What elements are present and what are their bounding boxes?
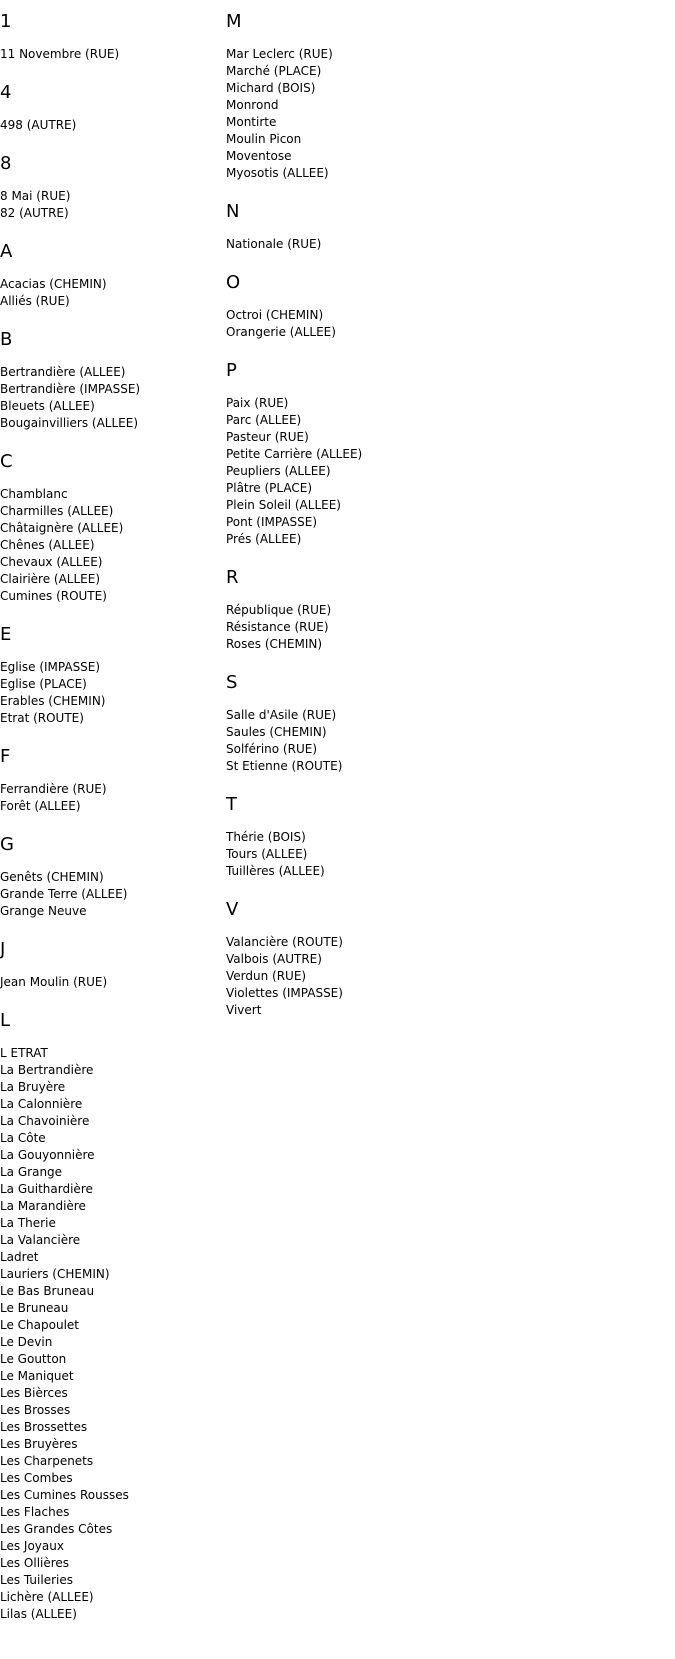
- street-list-item: [0, 1079, 220, 1096]
- street-link[interactable]: Montirte: [226, 115, 277, 129]
- street-link[interactable]: Les Cumines Rousses: [0, 1488, 129, 1502]
- street-link[interactable]: Cumines (ROUTE): [0, 589, 107, 603]
- street-list-item: [226, 636, 466, 653]
- letter-heading: F: [0, 746, 11, 767]
- street-list: [0, 46, 220, 63]
- street-list-item: [0, 364, 220, 381]
- street-list-item: [0, 46, 220, 63]
- street-list-item: [0, 1470, 220, 1487]
- letter-heading: M: [226, 11, 242, 32]
- letter-group-m: [226, 10, 466, 182]
- street-list-item: [0, 554, 220, 571]
- street-list-item: [0, 571, 220, 588]
- letter-group-r: [226, 566, 466, 653]
- street-link[interactable]: Bertrandière (ALLEE): [0, 365, 126, 379]
- street-list-item: [0, 415, 220, 432]
- street-list-item: [0, 1334, 220, 1351]
- street-link[interactable]: Les Brossettes: [0, 1420, 88, 1434]
- street-list-item: [0, 1402, 220, 1419]
- street-list: [226, 934, 466, 1019]
- street-link[interactable]: Les Flaches: [0, 1505, 70, 1519]
- letter-group-a: [0, 240, 220, 310]
- street-link[interactable]: Bougainvilliers (ALLEE): [0, 416, 139, 430]
- street-link[interactable]: Vivert: [226, 1003, 262, 1017]
- street-link[interactable]: Etrat (ROUTE): [0, 711, 84, 725]
- street-list: [0, 486, 220, 605]
- street-list: [0, 188, 220, 222]
- letter-heading: O: [226, 272, 241, 293]
- street-link[interactable]: La Chavoinière: [0, 1114, 90, 1128]
- street-list: [0, 869, 220, 920]
- street-link[interactable]: Lilas (ALLEE): [0, 1607, 77, 1621]
- street-link[interactable]: Les Combes: [0, 1471, 73, 1485]
- letter-heading: J: [0, 939, 6, 960]
- street-list-item: [0, 676, 220, 693]
- street-list-item: [0, 293, 220, 310]
- street-list-item: [0, 1045, 220, 1062]
- street-link[interactable]: Myosotis (ALLEE): [226, 166, 329, 180]
- street-link[interactable]: Le Chapoulet: [0, 1318, 79, 1332]
- street-link[interactable]: Peupliers (ALLEE): [226, 464, 331, 478]
- street-list-item: [226, 412, 466, 429]
- street-list-item: [0, 1385, 220, 1402]
- street-list: [226, 395, 466, 548]
- street-list: [226, 46, 466, 182]
- street-link[interactable]: Violettes (IMPASSE): [226, 986, 343, 1000]
- street-link[interactable]: Genêts (CHEMIN): [0, 870, 104, 884]
- street-list-item: [0, 1555, 220, 1572]
- street-list-item: [0, 276, 220, 293]
- street-link[interactable]: Moventose: [226, 149, 292, 163]
- street-link[interactable]: Octroi (CHEMIN): [226, 308, 324, 322]
- street-list: [0, 974, 220, 991]
- street-list-item: [0, 537, 220, 554]
- street-link[interactable]: La Calonnière: [0, 1097, 83, 1111]
- street-list-item: [226, 63, 466, 80]
- street-link[interactable]: Solférino (RUE): [226, 742, 317, 756]
- street-link[interactable]: Nationale (RUE): [226, 237, 322, 251]
- street-link[interactable]: Eglise (PLACE): [0, 677, 87, 691]
- letter-heading: T: [226, 794, 237, 815]
- street-list-item: [0, 1113, 220, 1130]
- street-list-item: [0, 117, 220, 134]
- street-list: [226, 829, 466, 880]
- street-list: [0, 117, 220, 134]
- street-link[interactable]: L ETRAT: [0, 1046, 48, 1060]
- street-link[interactable]: St Etienne (ROUTE): [226, 759, 343, 773]
- street-list-item: [226, 619, 466, 636]
- letter-heading: P: [226, 360, 237, 381]
- street-list-item: [226, 446, 466, 463]
- street-link[interactable]: Ladret: [0, 1250, 39, 1264]
- letter-heading: 1: [0, 11, 12, 32]
- street-list-item: [0, 869, 220, 886]
- street-link[interactable]: Saules (CHEMIN): [226, 725, 327, 739]
- street-link[interactable]: La Gouyonnière: [0, 1148, 95, 1162]
- street-list-item: [226, 1002, 466, 1019]
- street-link[interactable]: Verdun (RUE): [226, 969, 307, 983]
- street-link[interactable]: Les Ollières: [0, 1556, 70, 1570]
- street-list-item: [0, 205, 220, 222]
- street-link[interactable]: La Bertrandière: [0, 1063, 94, 1077]
- street-list: [0, 276, 220, 310]
- street-link[interactable]: Lichère (ALLEE): [0, 1590, 94, 1604]
- street-link[interactable]: Les Joyaux: [0, 1539, 64, 1553]
- street-list-item: [0, 503, 220, 520]
- street-link[interactable]: Grande Terre (ALLEE): [0, 887, 128, 901]
- street-link[interactable]: Prés (ALLEE): [226, 532, 302, 546]
- street-link[interactable]: La Valancière: [0, 1233, 81, 1247]
- street-list-item: [0, 1436, 220, 1453]
- street-link[interactable]: Plein Soleil (ALLEE): [226, 498, 341, 512]
- street-link[interactable]: Lauriers (CHEMIN): [0, 1267, 110, 1281]
- street-list-item: [0, 1266, 220, 1283]
- street-list: [0, 781, 220, 815]
- street-link[interactable]: Clairière (ALLEE): [0, 572, 101, 586]
- letter-heading: G: [0, 834, 14, 855]
- street-link[interactable]: Petite Carrière (ALLEE): [226, 447, 363, 461]
- street-list-item: [226, 846, 466, 863]
- street-link[interactable]: La Marandière: [0, 1199, 86, 1213]
- street-link[interactable]: Les Grandes Côtes: [0, 1522, 113, 1536]
- street-link[interactable]: Le Devin: [0, 1335, 53, 1349]
- street-link[interactable]: Bertrandière (IMPASSE): [0, 382, 141, 396]
- street-link[interactable]: 11 Novembre (RUE): [0, 47, 120, 61]
- street-list-item: [0, 903, 220, 920]
- street-index-column-right: [226, 10, 466, 1037]
- street-list-item: [0, 781, 220, 798]
- street-list-item: [0, 1249, 220, 1266]
- street-list-item: [226, 951, 466, 968]
- street-link[interactable]: Le Bruneau: [0, 1301, 69, 1315]
- street-list: [226, 707, 466, 775]
- street-list-item: [0, 1130, 220, 1147]
- street-list-item: [0, 1096, 220, 1113]
- street-list-item: [0, 974, 220, 991]
- letter-group-1: [0, 10, 220, 63]
- street-link[interactable]: Les Brosses: [0, 1403, 71, 1417]
- street-link[interactable]: Parc (ALLEE): [226, 413, 302, 427]
- letter-heading: 8: [0, 153, 12, 174]
- street-list-item: [0, 1198, 220, 1215]
- street-list-item: [226, 97, 466, 114]
- street-link[interactable]: Valbois (AUTRE): [226, 952, 322, 966]
- street-link[interactable]: Pasteur (RUE): [226, 430, 309, 444]
- street-link[interactable]: Charmilles (ALLEE): [0, 504, 114, 518]
- street-list-item: [0, 1368, 220, 1385]
- street-list-item: [0, 798, 220, 815]
- street-link[interactable]: La Grange: [0, 1165, 63, 1179]
- street-list-item: [0, 1232, 220, 1249]
- street-list-item: [0, 1572, 220, 1589]
- street-list-item: [226, 395, 466, 412]
- street-link[interactable]: Jean Moulin (RUE): [0, 975, 108, 989]
- street-list-item: [226, 429, 466, 446]
- street-link[interactable]: Tours (ALLEE): [226, 847, 308, 861]
- street-list-item: [226, 480, 466, 497]
- street-link[interactable]: Roses (CHEMIN): [226, 637, 323, 651]
- street-link[interactable]: République (RUE): [226, 603, 332, 617]
- street-list-item: [0, 486, 220, 503]
- street-link[interactable]: 8 Mai (RUE): [0, 189, 71, 203]
- street-link[interactable]: Grange Neuve: [0, 904, 87, 918]
- street-list-item: [0, 1317, 220, 1334]
- street-link[interactable]: Marché (PLACE): [226, 64, 322, 78]
- street-link[interactable]: 498 (AUTRE): [0, 118, 77, 132]
- street-link[interactable]: Mar Leclerc (RUE): [226, 47, 333, 61]
- street-link[interactable]: Monrond: [226, 98, 279, 112]
- street-list-item: [226, 307, 466, 324]
- street-list-item: [0, 1606, 220, 1623]
- letter-group-8: [0, 152, 220, 222]
- street-link[interactable]: Forêt (ALLEE): [0, 799, 81, 813]
- street-list: [226, 602, 466, 653]
- street-link[interactable]: Chênes (ALLEE): [0, 538, 95, 552]
- letter-group-n: [226, 200, 466, 253]
- street-list-item: [0, 659, 220, 676]
- street-link[interactable]: La Bruyère: [0, 1080, 66, 1094]
- street-link[interactable]: 82 (AUTRE): [0, 206, 69, 220]
- street-link[interactable]: Moulin Picon: [226, 132, 302, 146]
- street-link[interactable]: Tuillères (ALLEE): [226, 864, 325, 878]
- letter-group-t: [226, 793, 466, 880]
- street-link[interactable]: Le Bas Bruneau: [0, 1284, 95, 1298]
- letter-group-v: [226, 898, 466, 1019]
- street-list-item: [0, 1215, 220, 1232]
- street-list-item: [0, 693, 220, 710]
- street-link[interactable]: Plâtre (PLACE): [226, 481, 313, 495]
- street-link[interactable]: Alliés (RUE): [0, 294, 70, 308]
- street-list-item: [226, 829, 466, 846]
- street-list-item: [0, 520, 220, 537]
- street-link[interactable]: Pont (IMPASSE): [226, 515, 318, 529]
- street-link[interactable]: Chamblanc: [0, 487, 68, 501]
- street-list-item: [226, 114, 466, 131]
- street-list-item: [226, 497, 466, 514]
- letter-heading: V: [226, 899, 239, 920]
- letter-heading: 4: [0, 82, 12, 103]
- street-link[interactable]: Le Maniquet: [0, 1369, 74, 1383]
- letter-group-c: [0, 450, 220, 605]
- letter-heading: B: [0, 329, 13, 350]
- street-link[interactable]: La Côte: [0, 1131, 46, 1145]
- street-list-item: [226, 863, 466, 880]
- letter-heading: L: [0, 1010, 11, 1031]
- letter-group-s: [226, 671, 466, 775]
- letter-group-f: [0, 745, 220, 815]
- letter-group-j: [0, 938, 220, 991]
- street-link[interactable]: Les Bièrces: [0, 1386, 68, 1400]
- street-list-item: [0, 886, 220, 903]
- street-list-item: [226, 985, 466, 1002]
- street-list-item: [0, 1181, 220, 1198]
- street-link[interactable]: Erables (CHEMIN): [0, 694, 106, 708]
- street-list-item: [226, 236, 466, 253]
- street-list-item: [226, 80, 466, 97]
- street-link[interactable]: Résistance (RUE): [226, 620, 329, 634]
- letter-heading: S: [226, 672, 238, 693]
- letter-heading: R: [226, 567, 239, 588]
- street-list-item: [0, 398, 220, 415]
- street-link[interactable]: Orangerie (ALLEE): [226, 325, 336, 339]
- street-link[interactable]: Michard (BOIS): [226, 81, 316, 95]
- street-list-item: [0, 1351, 220, 1368]
- street-link[interactable]: Les Bruyères: [0, 1437, 78, 1451]
- letter-heading: E: [0, 624, 12, 645]
- street-link[interactable]: Acacias (CHEMIN): [0, 277, 107, 291]
- street-list-item: [226, 165, 466, 182]
- street-list-item: [226, 148, 466, 165]
- street-list-item: [0, 1419, 220, 1436]
- street-list-item: [0, 1487, 220, 1504]
- street-list-item: [0, 1062, 220, 1079]
- street-index-column-left: [0, 10, 220, 1641]
- street-link[interactable]: Ferrandière (RUE): [0, 782, 107, 796]
- street-link[interactable]: Les Tuileries: [0, 1573, 73, 1587]
- street-list-item: [0, 188, 220, 205]
- letter-group-e: [0, 623, 220, 727]
- street-list-item: [0, 1164, 220, 1181]
- street-link[interactable]: Paix (RUE): [226, 396, 289, 410]
- street-list-item: [0, 1504, 220, 1521]
- street-list-item: [0, 710, 220, 727]
- letter-group-o: [226, 271, 466, 341]
- street-list-item: [0, 1589, 220, 1606]
- letter-heading: C: [0, 451, 13, 472]
- street-list-item: [226, 724, 466, 741]
- street-list-item: [0, 1147, 220, 1164]
- street-list-item: [226, 758, 466, 775]
- street-list-item: [0, 1538, 220, 1555]
- street-link[interactable]: Valancière (ROUTE): [226, 935, 343, 949]
- letter-group-g: [0, 833, 220, 920]
- street-list-item: [0, 1453, 220, 1470]
- street-link[interactable]: Thérie (BOIS): [226, 830, 306, 844]
- street-link[interactable]: La Therie: [0, 1216, 56, 1230]
- street-list: [0, 1045, 220, 1623]
- letter-group-l: [0, 1009, 220, 1623]
- street-list-item: [0, 1521, 220, 1538]
- street-list-item: [0, 588, 220, 605]
- street-link[interactable]: Le Goutton: [0, 1352, 67, 1366]
- street-list: [0, 364, 220, 432]
- street-list-item: [226, 463, 466, 480]
- letter-heading: N: [226, 201, 240, 222]
- street-list-item: [226, 602, 466, 619]
- street-list-item: [226, 968, 466, 985]
- street-list-item: [226, 514, 466, 531]
- street-link[interactable]: Eglise (IMPASSE): [0, 660, 101, 674]
- street-list-item: [226, 131, 466, 148]
- street-list: [0, 659, 220, 727]
- street-list-item: [0, 1283, 220, 1300]
- street-link[interactable]: Les Charpenets: [0, 1454, 94, 1468]
- street-list-item: [226, 934, 466, 951]
- street-link[interactable]: Bleuets (ALLEE): [0, 399, 95, 413]
- street-list: [226, 236, 466, 253]
- street-link[interactable]: La Guithardière: [0, 1182, 93, 1196]
- letter-group-b: [0, 328, 220, 432]
- letter-group-p: [226, 359, 466, 548]
- street-list: [226, 307, 466, 341]
- street-list-item: [0, 1300, 220, 1317]
- letter-heading: A: [0, 241, 13, 262]
- street-list-item: [226, 741, 466, 758]
- street-list-item: [226, 46, 466, 63]
- street-link[interactable]: Châtaignère (ALLEE): [0, 521, 124, 535]
- street-link[interactable]: Chevaux (ALLEE): [0, 555, 103, 569]
- street-list-item: [226, 324, 466, 341]
- letter-group-4: [0, 81, 220, 134]
- street-list-item: [0, 381, 220, 398]
- street-list-item: [226, 707, 466, 724]
- street-list-item: [226, 531, 466, 548]
- street-link[interactable]: Salle d'Asile (RUE): [226, 708, 337, 722]
